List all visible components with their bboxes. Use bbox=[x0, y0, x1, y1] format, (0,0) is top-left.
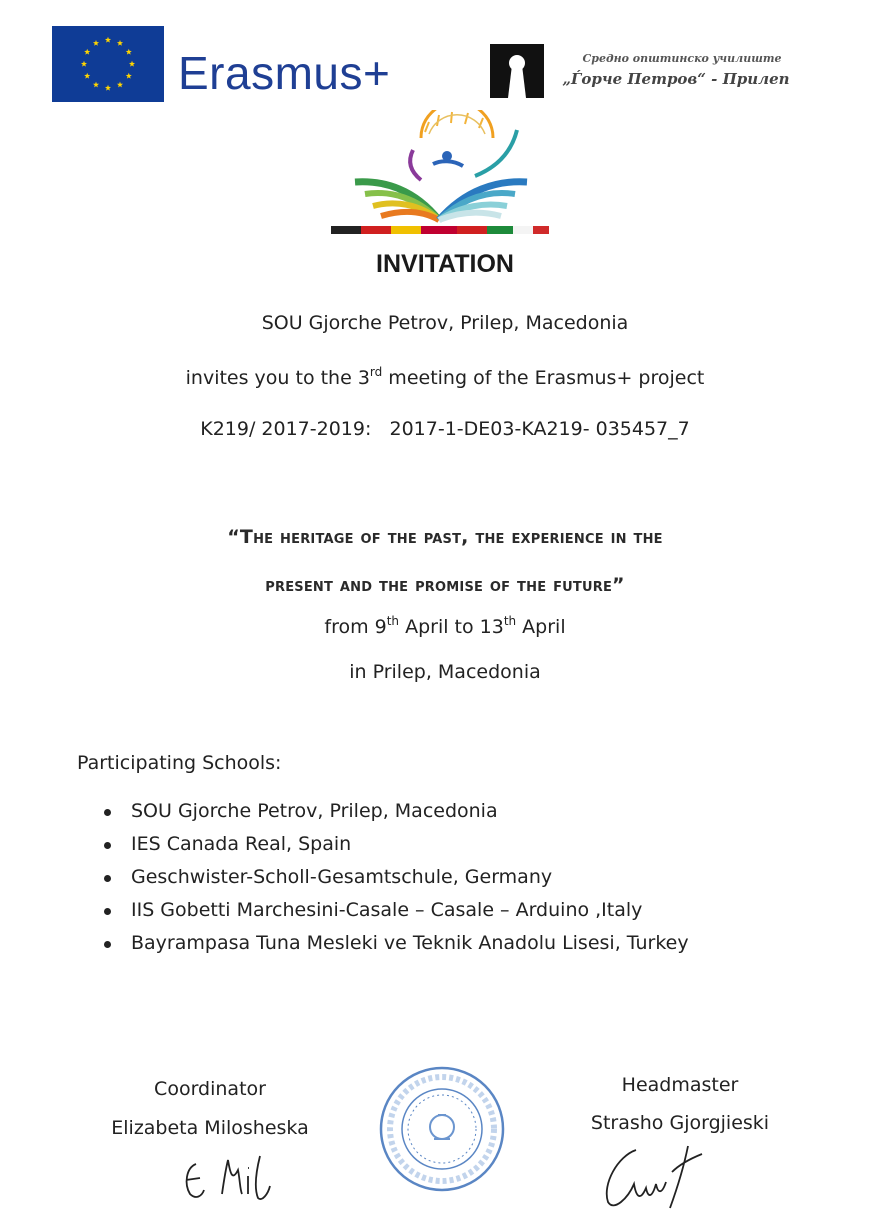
eu-star bbox=[117, 82, 123, 88]
project-code-line: K219/ 2017-2019: 2017-1-DE03-KA219- 035457_7 bbox=[200, 418, 690, 440]
school-stamp-icon bbox=[378, 1065, 506, 1193]
theme-line-1: “The heritage of the past, the experience in the bbox=[227, 526, 663, 548]
eu-star bbox=[84, 73, 90, 79]
theme-line-2: present and the promise of the future” bbox=[265, 574, 625, 596]
invitation-title: INVITATION bbox=[376, 250, 514, 278]
eu-star bbox=[126, 73, 132, 79]
date-mid: April to 13 bbox=[399, 616, 504, 638]
invite-suffix: meeting of the Erasmus+ project bbox=[382, 367, 705, 389]
eu-flag-logo bbox=[52, 26, 164, 102]
list-item: SOU Gjorche Petrov, Prilep, Macedonia bbox=[100, 795, 689, 828]
invite-line bbox=[0, 365, 890, 389]
date-suffix: April bbox=[516, 616, 566, 638]
date-from: from 9 bbox=[324, 616, 387, 638]
eu-star bbox=[81, 61, 87, 67]
eu-star bbox=[93, 40, 99, 46]
list-item: IES Canada Real, Spain bbox=[100, 828, 689, 861]
coordinator-signature-icon bbox=[178, 1150, 288, 1210]
date-line bbox=[0, 614, 890, 638]
project-book-logo-icon bbox=[325, 110, 553, 240]
coordinator-name: Elizabeta Milosheska bbox=[111, 1117, 309, 1139]
keyhole-logo-icon bbox=[490, 44, 544, 98]
schools-list bbox=[100, 795, 689, 960]
date-from-sup: th bbox=[386, 614, 400, 628]
eu-star bbox=[105, 85, 111, 91]
location-line: in Prilep, Macedonia bbox=[349, 661, 541, 683]
host-school-line: SOU Gjorche Petrov, Prilep, Macedonia bbox=[261, 312, 629, 334]
date-to-sup: th bbox=[503, 614, 517, 628]
eu-star bbox=[93, 82, 99, 88]
eu-stars-icon bbox=[52, 26, 164, 102]
headmaster-signature-icon bbox=[596, 1136, 716, 1216]
participants-label: Participating Schools: bbox=[77, 752, 282, 774]
eu-star bbox=[117, 40, 123, 46]
headmaster-name: Strasho Gjorgjieski bbox=[590, 1112, 770, 1134]
coordinator-role: Coordinator bbox=[154, 1078, 266, 1100]
list-item: Bayrampasa Tuna Mesleki ve Teknik Anadolu Lisesi, Turkey bbox=[100, 927, 689, 960]
list-item: IIS Gobetti Marchesini-Casale – Casale – Arduino ,Italy bbox=[100, 894, 689, 927]
erasmus-wordmark: Erasmus+ bbox=[178, 47, 391, 99]
invite-sup: rd bbox=[369, 365, 383, 379]
school-name-line1: Средно општинско училиште bbox=[582, 52, 782, 65]
eu-star bbox=[129, 61, 135, 67]
school-name-line2: „Ѓорче Петров“ - Прилеп bbox=[562, 70, 790, 88]
eu-star bbox=[105, 37, 111, 43]
eu-star bbox=[84, 49, 90, 55]
eu-star bbox=[126, 49, 132, 55]
headmaster-role: Headmaster bbox=[621, 1074, 739, 1096]
list-item: Geschwister-Scholl-Gesamtschule, Germany bbox=[100, 861, 689, 894]
invite-prefix: invites you to the 3 bbox=[185, 367, 370, 389]
